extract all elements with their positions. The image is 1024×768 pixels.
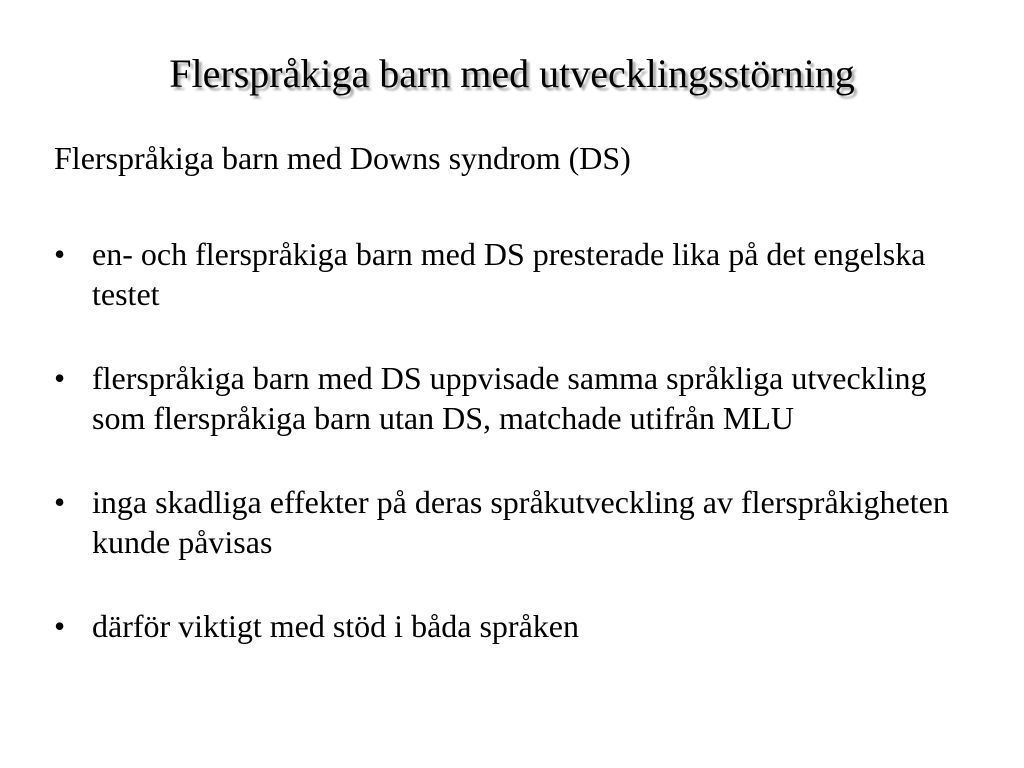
bullet-icon: • (54, 360, 66, 396)
bullet-item (54, 358, 974, 438)
bullet-icon: • (54, 236, 66, 272)
slide-title: Flerspråkiga barn med utvecklingsstörning (169, 51, 855, 96)
bullet-text: en- och flerspråkiga barn med DS presterade lika på det engelska testet (92, 236, 926, 312)
bullet-icon: • (54, 608, 66, 644)
bullet-text: inga skadliga effekter på deras språkutveckling av flerspråkigheten kunde påvisas (92, 484, 949, 560)
bullet-item (54, 234, 974, 314)
bullet-text: flerspråkiga barn med DS uppvisade samma språkliga utveckling som flerspråkiga barn utan DS, matchade utifrån MLU (92, 360, 927, 436)
bullet-item (54, 606, 974, 646)
bullet-list (54, 234, 974, 646)
bullet-item (54, 482, 974, 562)
bullet-text: därför viktigt med stöd i båda språken (92, 608, 579, 644)
bullet-icon: • (54, 484, 66, 520)
slide-subtitle: Flerspråkiga barn med Downs syndrom (DS) (54, 140, 631, 176)
